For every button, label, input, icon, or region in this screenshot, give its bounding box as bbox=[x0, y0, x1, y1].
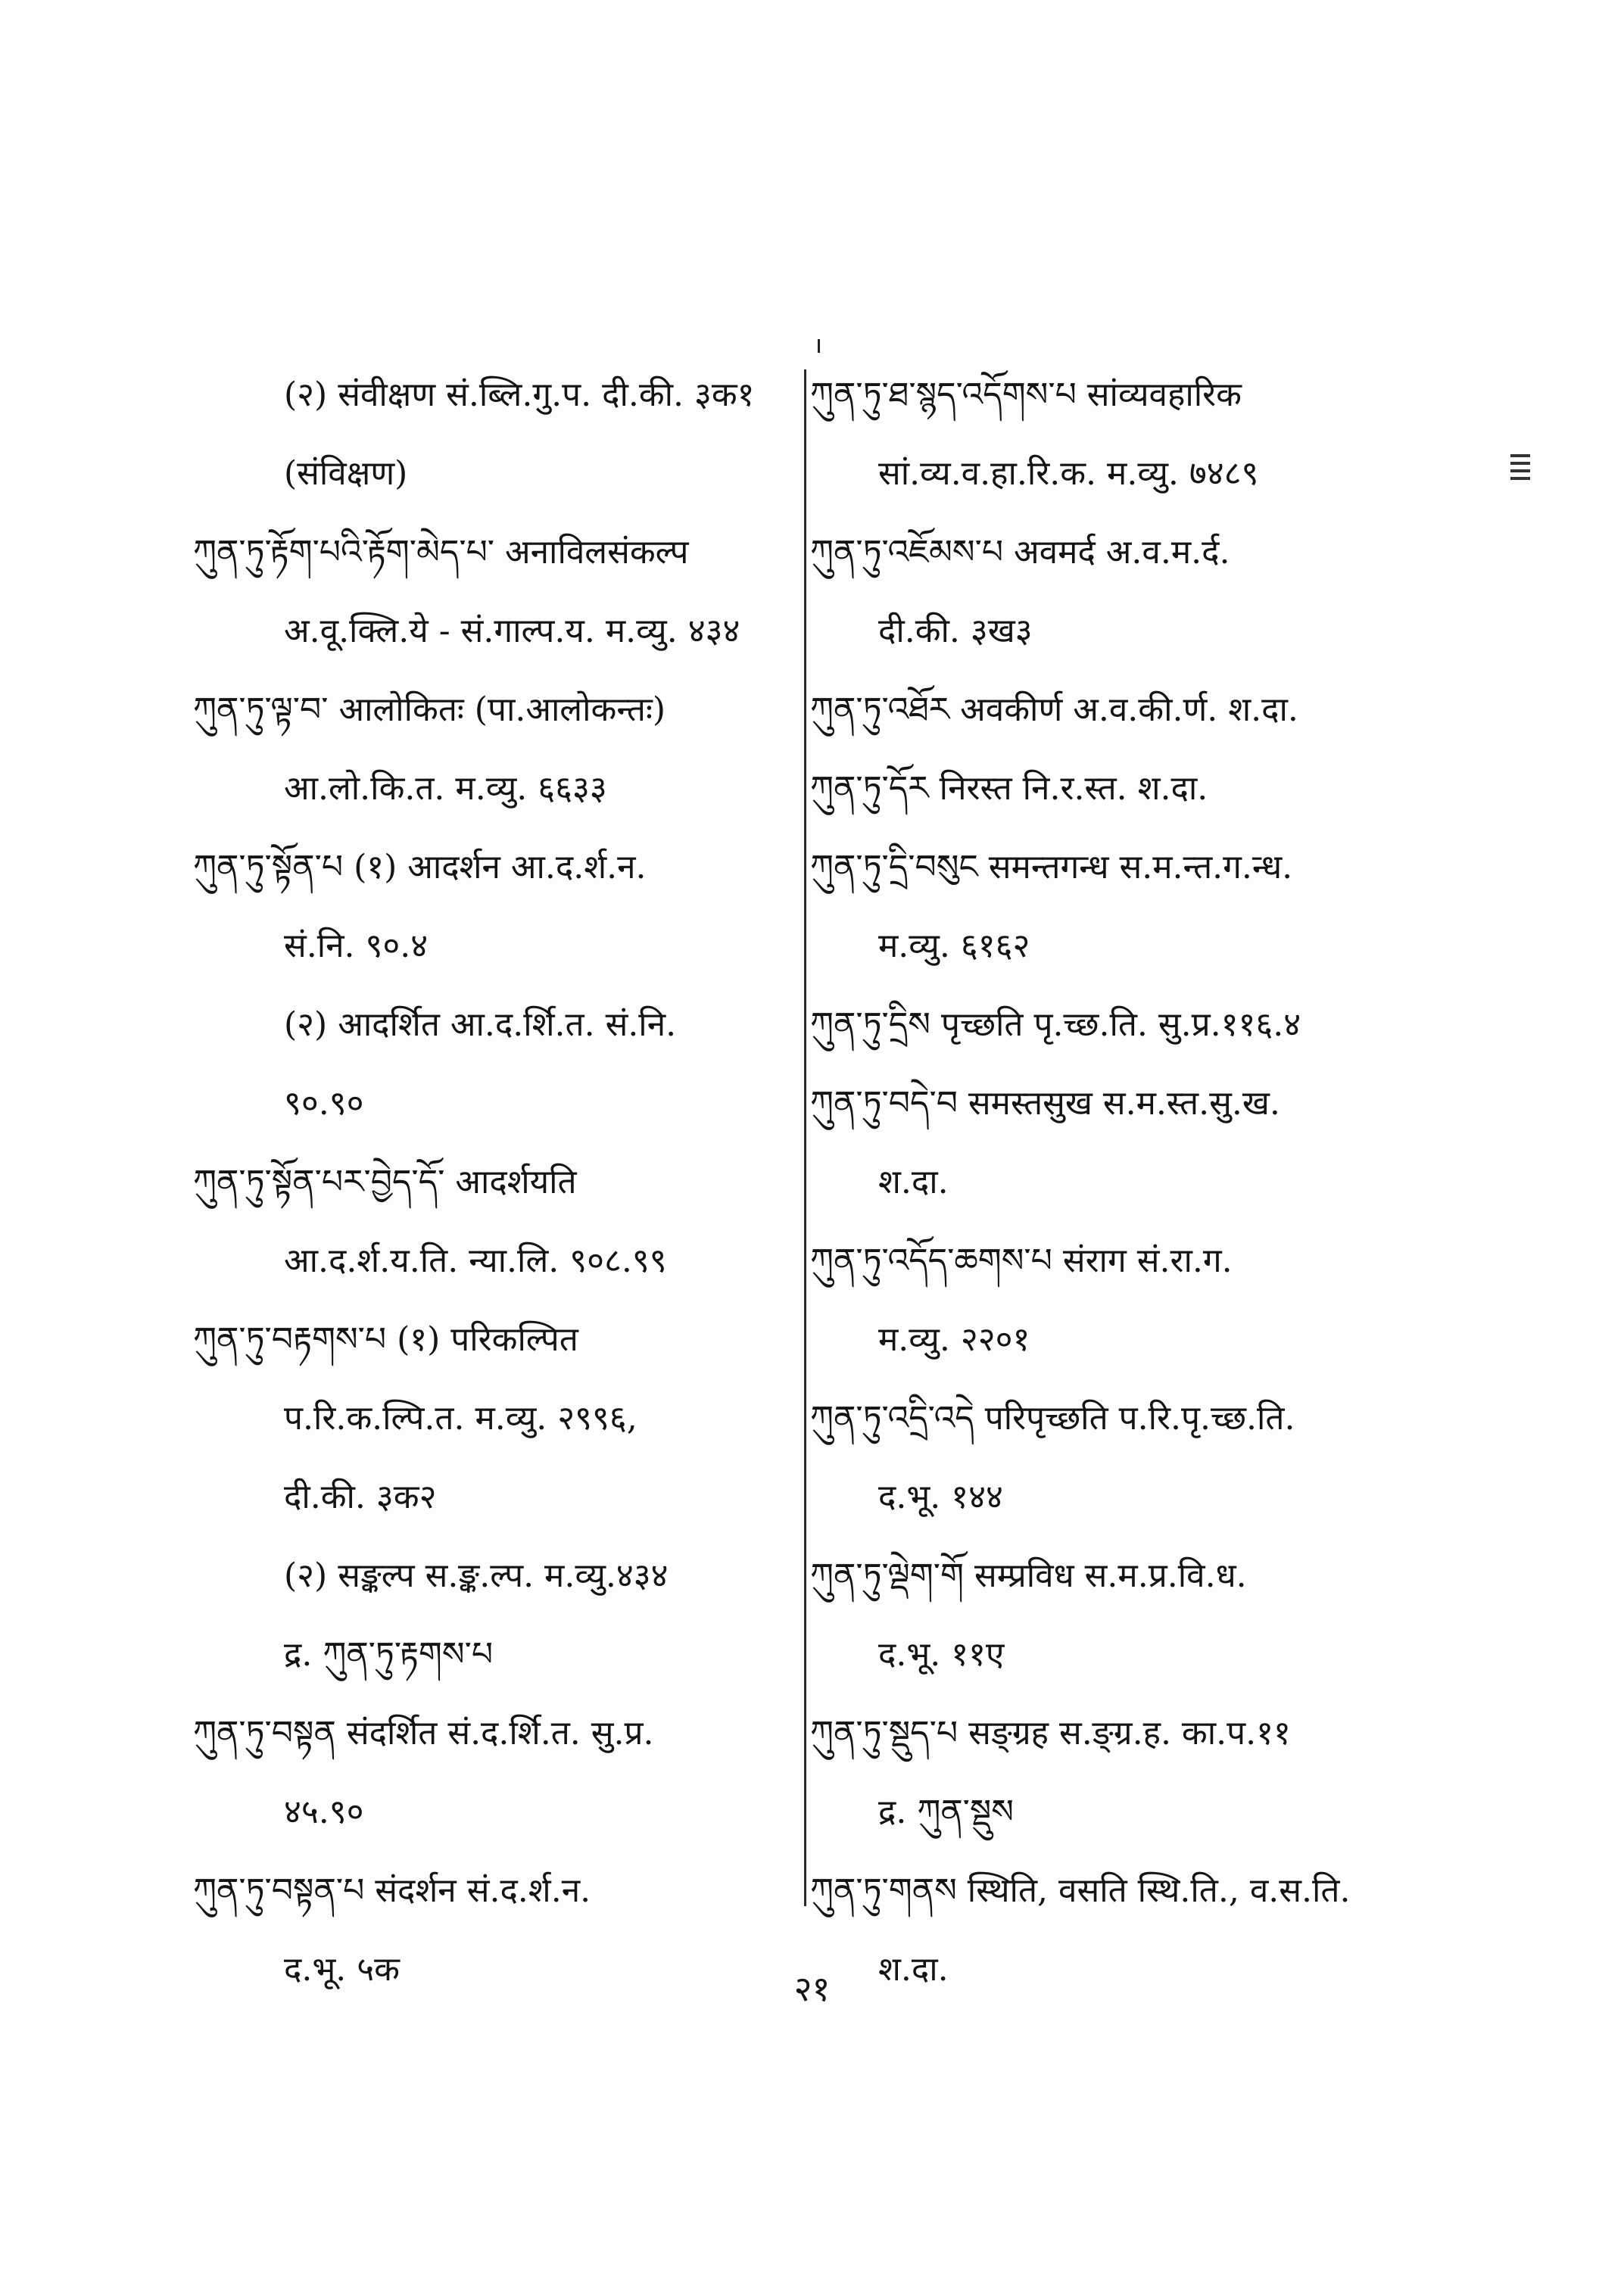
left-entry-line: द्र. ཀུན་ཏུ་རྟགས་པ bbox=[284, 1635, 494, 1674]
right-entry-line: दी.की. ३ख३ bbox=[878, 612, 1033, 650]
right-entry-line: म.व्यु. २२०१ bbox=[878, 1320, 1030, 1359]
left-entry-line: प.रि.क.ल्पि.त. म.व्यु. २९९६, bbox=[284, 1399, 637, 1438]
right-entry-line: श.दा. bbox=[878, 1950, 949, 1989]
right-entry-line: श.दा. bbox=[878, 1163, 949, 1201]
right-entry-line: ཀུན་ཏུ་སྡུད་པ सङ्ग्रह स.ङ्ग्र.ह. का.प.११ bbox=[810, 1714, 1291, 1752]
left-entry-line: आ.लो.कि.त. म.व्यु. ६६३३ bbox=[284, 769, 607, 808]
left-entry-line: ४५.९० bbox=[284, 1793, 364, 1831]
page-number: २१ bbox=[793, 1968, 831, 2009]
column-divider bbox=[804, 369, 806, 1906]
right-entry-line: ཀུན་ཏུ་འདྲི་འདེ परिपृच्छति प.रि.पृ.च्छ.ति. bbox=[810, 1399, 1295, 1438]
right-entry-line: ཀུན་ཏུ་འཐོར अवकीर्ण अ.व.की.र्ण. श.दा. bbox=[810, 690, 1298, 729]
left-entry-line: अ.वू.क्लि.ये - सं.गाल्प.य. म.व्यु. ४३४ bbox=[284, 612, 740, 650]
left-entry-line: आ.द.र्श.य.ति. न्या.लि. ९०८.९९ bbox=[284, 1242, 667, 1280]
top-tick-mark bbox=[818, 339, 820, 353]
left-entry-line: ९०.९० bbox=[284, 1084, 364, 1123]
left-entry-line: (२) संवीक्षण सं.ब्लि.गु.प. दी.की. ३क१ bbox=[284, 375, 755, 414]
right-entry-line: ཀུན་ཏུ་བདེ་བ समस्तसुख स.म.स्त.सु.ख. bbox=[810, 1084, 1280, 1123]
left-entry-line: (संविक्षण) bbox=[284, 454, 408, 493]
left-entry-line: ཀུན་ཏུ་བསྟན संदर्शित सं.द.र्शि.त. सु.प्र. bbox=[193, 1714, 654, 1752]
left-entry-line: ཀུན་ཏུ་ལྟ་བ་ आलोकितः (पा.आलोकन्तः) bbox=[193, 690, 666, 729]
right-entry-line: ཀུན་ཏུ་འཇོམས་པ अवमर्द अ.व.म.र्द. bbox=[810, 533, 1230, 572]
right-entry-line: द.भू. १४४ bbox=[878, 1478, 1003, 1516]
right-entry-line: ཀུན་ཏུ་གནས स्थिति, वसति स्थि.ति., व.स.ति. bbox=[810, 1871, 1351, 1910]
right-entry-line: ཀུན་ཏུ་དོར निरस्त नि.र.स्त. श.दा. bbox=[810, 769, 1208, 808]
right-entry-line: ཀུན་ཏུ་ལྡེག་གོ सम्प्रविध स.म.प्र.वि.ध. bbox=[810, 1556, 1247, 1595]
left-entry-line: (२) आदर्शित आ.द.र्शि.त. सं.नि. bbox=[284, 1005, 677, 1044]
right-entry-line: ཀུན་ཏུ་འདོད་ཆགས་པ संराग सं.रा.ग. bbox=[810, 1242, 1233, 1280]
left-entry-line: ཀུན་ཏུ་རྟོག་པའི་རྟོག་མེད་པ་ अनाविलसंकल्प bbox=[193, 533, 689, 572]
left-entry-line: ཀུན་ཏུ་བརྟགས་པ (१) परिकल्पित bbox=[193, 1320, 578, 1359]
right-column bbox=[810, 356, 1469, 2009]
left-entry-line: (२) सङ्कल्प स.ङ्क.ल्प. म.व्यु.४३४ bbox=[284, 1556, 669, 1595]
right-entry-line: ཀུན་ཏུ་ཐ་སྙད་འདོགས་པ सांव्यवहारिक bbox=[810, 375, 1242, 414]
left-entry-line: सं.नि. ९०.४ bbox=[284, 927, 429, 965]
left-entry-line: ཀུན་ཏུ་བསྟན་པ संदर्शन सं.द.र्श.न. bbox=[193, 1871, 591, 1910]
right-entry-line: ཀུན་ཏུ་དྲི་བསུང समन्तगन्ध स.म.न्त.ग.न्ध. bbox=[810, 848, 1293, 886]
left-entry-line: ཀུན་ཏུ་སྟོན་པར་བྱེད་དོ་ आदर्शयति bbox=[193, 1163, 577, 1201]
margin-mark-icon bbox=[1510, 454, 1530, 489]
left-entry-line: दी.की. ३क२ bbox=[284, 1478, 437, 1516]
right-entry-line: सां.व्य.व.हा.रि.क. म.व्यु. ७४८९ bbox=[878, 454, 1259, 493]
right-entry-line: द्र. ཀུན་སྡུས bbox=[878, 1793, 1014, 1831]
right-entry-line: द.भू. ११ए bbox=[878, 1635, 1005, 1674]
right-entry-line: म.व्यु. ६१६२ bbox=[878, 927, 1030, 965]
right-entry-line: ཀུན་ཏུ་དྲིས पृच्छति पृ.च्छ.ति. सु.प्र.११६.४ bbox=[810, 1005, 1301, 1044]
left-entry-line: द.भू. ५क bbox=[284, 1950, 400, 1989]
left-entry-line: ཀུན་ཏུ་སྟོན་པ (१) आदर्शन आ.द.र्श.न. bbox=[193, 848, 647, 886]
